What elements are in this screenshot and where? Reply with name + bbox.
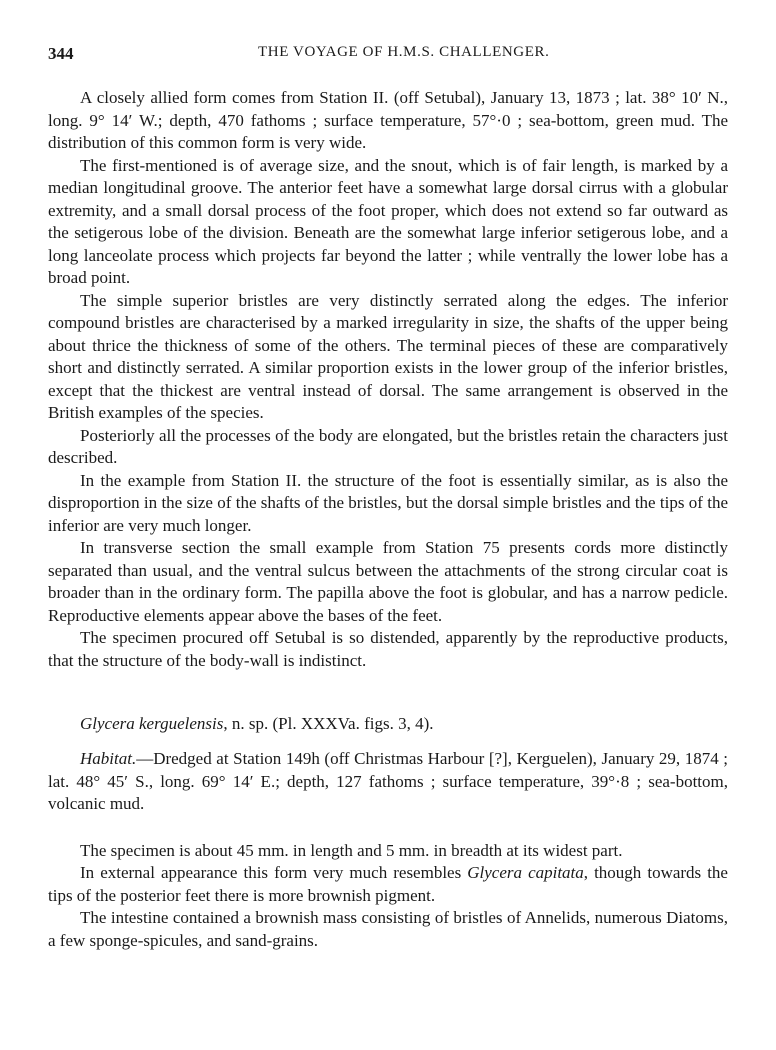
paragraph: In transverse section the small example from Station 75 presents cords more distinctly separated than usual, and the ventral sulcus between the attachments of the strong circular coat is broader than in the ordinary form. The papilla above the foot is globular, and has a narrow pedicle. Reproductive elements appear above the bases of the feet. bbox=[48, 538, 728, 625]
species-reference: , n. sp. (Pl. XXXVa. figs. 3, 4). bbox=[223, 714, 434, 733]
running-title: THE VOYAGE OF H.M.S. CHALLENGER. bbox=[258, 44, 550, 60]
description-paragraph: The intestine contained a brownish mass consisting of bristles of Annelids, numerous Diatoms, a few sponge-spicules, and sand-grains. bbox=[48, 908, 728, 950]
paragraph: Posteriorly all the processes of the body are elongated, but the bristles retain the characters just described. bbox=[48, 425, 728, 467]
spacer bbox=[48, 736, 728, 748]
paragraph: A closely allied form comes from Station II. (off Setubal), January 13, 1873 ; lat. 38° 10′ N., long. 9° 14′ W.; depth, 470 fathoms ; surface temperature, 57°·0 ; sea-bottom, green mud. The distribution of this common form is very wide. bbox=[48, 88, 728, 152]
species-heading bbox=[48, 712, 728, 736]
section-spacer bbox=[48, 672, 728, 712]
text-run: In external appearance this form very much resembles bbox=[80, 863, 468, 882]
spacer bbox=[48, 816, 728, 840]
paragraph: The specimen procured off Setubal is so distended, apparently by the reproductive products, that the structure of the body-wall is indistinct. bbox=[48, 628, 728, 670]
paragraph: In the example from Station II. the structure of the foot is essentially similar, as is also the disproportion in the size of the shafts of the bristles, but the dorsal simple bristles and the tips of the inferior are very much longer. bbox=[48, 470, 728, 535]
page-header bbox=[48, 44, 728, 66]
habitat-text: —Dredged at Station 149h (off Christmas Harbour [?], Kerguelen), January 29, 1874 ; lat. 48° 45′ S., long. 69° 14′ E.; depth, 127 fathoms ; surface temperature, 39°·8 ; sea-bottom, volcanic mud. bbox=[48, 749, 728, 813]
species-reference-italic: Glycera capitata bbox=[467, 863, 584, 882]
description-paragraph bbox=[48, 862, 728, 907]
description-paragraph: The specimen is about 45 mm. in length and 5 mm. in breadth at its widest part. bbox=[80, 840, 623, 860]
habitat-paragraph bbox=[48, 748, 728, 816]
habitat-label: Habitat. bbox=[80, 749, 137, 768]
paragraph: The first-mentioned is of average size, and the snout, which is of fair length, is marked by a median longitudinal groove. The anterior feet have a somewhat large dorsal cirrus with a globular extremity, and a small dorsal process of the foot proper, which does not extend so far outward as the setigerous lobe of the division. Beneath are the somewhat large inferior setigerous lobe, and a long lanceolate process which projects far beyond the latter ; while ventrally the lower lobe has a broad point. bbox=[48, 155, 728, 287]
paragraph: The simple superior bristles are very distinctly serrated along the edges. The inferior compound bristles are characterised by a marked irregularity in size, the shafts of the upper being about thrice the thickness of some of the others. The terminal pieces of these are comparatively short and distinctly serrated. A similar proportion exists in the lower group of the inferior bristles, except that the thickest are ventral instead of dorsal. The same arrangement is observed in the British examples of the species. bbox=[48, 290, 728, 422]
text-run: , though towards the tips of the posterior feet there is more brownish pigment. bbox=[48, 863, 728, 905]
species-name: Glycera kerguelensis bbox=[80, 714, 224, 733]
page-body bbox=[48, 87, 728, 952]
page-number: 344 bbox=[48, 44, 74, 63]
